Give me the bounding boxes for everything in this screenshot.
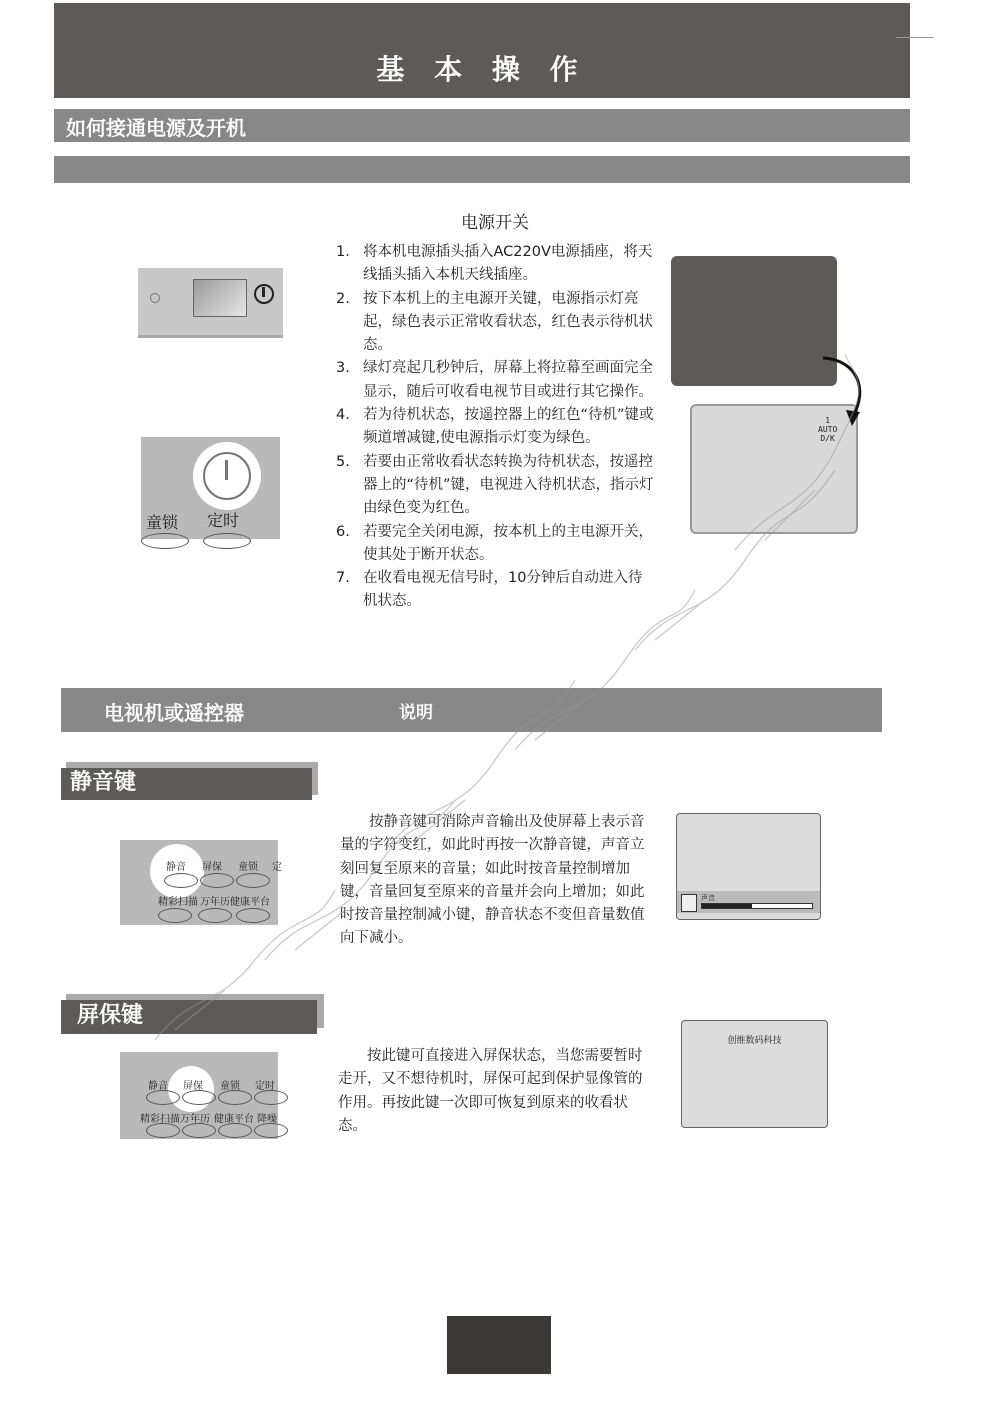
screensaver-description: 按此键可直接进入屏保状态，当您需要暂时走开，又不想待机时，屏保可起到保护显像管的作用。再按此键一次即可恢复到原来的收看状态。 — [338, 1048, 643, 1134]
volume-fill — [702, 904, 752, 908]
step-number: 7. — [336, 570, 350, 587]
list-item — [336, 404, 656, 451]
column-header-description: 说明 — [399, 703, 433, 723]
screensaver-key-title: 屏保键 — [61, 1000, 317, 1034]
remote-key-label: 健康平台 — [230, 897, 270, 908]
volume-track — [701, 903, 813, 909]
remote-key-oval — [218, 1123, 252, 1138]
step-number: 2. — [336, 290, 350, 307]
list-item — [336, 357, 656, 404]
remote-key-oval — [146, 1123, 180, 1138]
remote-standby-image — [141, 437, 280, 539]
osd-system: D/K — [820, 434, 835, 443]
step-number: 5. — [336, 453, 350, 470]
remote-key-label: 屏保 — [202, 862, 222, 873]
power-icon — [254, 284, 274, 304]
screensaver-brand-text: 创维数码科技 — [727, 1036, 782, 1046]
remote-key-label: 降噪 — [257, 1114, 277, 1125]
remote-mute-image — [120, 840, 282, 925]
mute-description: 按静音键可消除声音输出及使屏幕上表示音量的字符变红，如此时再按一次静音键，声音立刻回复至原来的音量；如此时按音量控制增加键，音量回复至原来的音量并会向上增加；如此时按音量控制减小键，静音状态不变但音量数值向下减小。 — [340, 814, 645, 947]
step-number: 1. — [336, 244, 350, 260]
remote-key-label: 定时 — [255, 1081, 275, 1092]
remote-key-label: 屏保 — [183, 1081, 203, 1092]
step-number: 3. — [336, 360, 350, 377]
remote-key-oval — [146, 1090, 180, 1105]
remote-key-label: 定时 — [207, 511, 240, 530]
step-text: 将本机电源插头插入AC220V电源插座，将天线插头插入本机天线插座。 — [363, 244, 653, 284]
power-steps-list — [336, 241, 656, 614]
tv-screen-screensaver-image — [681, 1020, 828, 1128]
column-header-device: 电视机或遥控器 — [104, 701, 244, 725]
remote-key-oval — [198, 908, 232, 923]
tv-screen-mute-image — [676, 813, 821, 920]
remote-key-oval — [182, 1123, 216, 1138]
remote-key-oval — [158, 908, 192, 923]
remote-key-oval — [236, 908, 270, 923]
step-text: 按下本机上的主电源开关键，电源指示灯亮起，绿色表示正常收看状态，红色表示待机状态。 — [363, 290, 653, 354]
remote-key-label: 静音 — [148, 1081, 168, 1092]
remote-key-oval — [200, 873, 234, 888]
section-divider-bar — [54, 156, 910, 183]
page-number-box — [447, 1316, 551, 1374]
list-item — [336, 567, 656, 614]
step-text: 绿灯亮起几秒钟后，屏幕上将拉幕至画面完全显示，随后可收看电视节目或进行其它操作。 — [363, 360, 653, 400]
sensor-window — [193, 279, 247, 317]
remote-key-label: 健康平台 — [214, 1114, 254, 1125]
volume-osd-bar — [677, 891, 820, 913]
mute-key-title: 静音键 — [61, 768, 312, 800]
remote-key-oval — [236, 873, 270, 888]
list-item — [336, 521, 656, 568]
standby-button-highlight — [193, 442, 261, 510]
remote-key-label: 万年历 — [200, 897, 230, 908]
remote-screensaver-image — [120, 1052, 278, 1139]
step-number: 6. — [336, 523, 350, 540]
remote-key-oval — [164, 873, 198, 888]
remote-key-oval — [254, 1090, 288, 1105]
corner-rule — [896, 37, 934, 38]
remote-key-label: 精彩扫描 — [140, 1114, 180, 1125]
step-text: 若要由正常收看状态转换为待机状态，按遥控器上的“待机”键，电视进入待机状态，指示灯由绿色变为红色。 — [363, 453, 654, 517]
remote-key-oval — [254, 1123, 288, 1138]
osd-channel: 1 — [825, 416, 831, 425]
osd-label: 声音 — [701, 894, 715, 902]
curved-arrow-icon — [818, 350, 878, 430]
remote-key-label: 定 — [272, 862, 282, 873]
remote-key-oval — [182, 1090, 216, 1105]
step-number: 4. — [336, 407, 350, 424]
power-icon — [203, 452, 251, 500]
remote-key-oval — [203, 533, 251, 549]
power-indicator-icon — [150, 293, 160, 303]
page-title: 基 本 操 作 — [376, 53, 588, 86]
remote-key-label: 童锁 — [146, 513, 179, 532]
list-item — [336, 288, 656, 358]
section-title-power: 如何接通电源及开机 — [66, 116, 246, 140]
power-switch-heading: 电源开关 — [461, 213, 529, 233]
remote-key-label: 童锁 — [238, 862, 258, 873]
remote-key-label: 万年历 — [180, 1114, 210, 1125]
step-text: 若为待机状态，按遥控器上的红色“待机”键或频道增减键,使电源指示灯变为绿色。 — [363, 407, 654, 447]
osd-mode: AUTO — [818, 425, 838, 434]
step-text: 在收看电视无信号时，10分钟后自动进入待机状态。 — [363, 570, 643, 610]
remote-key-oval — [141, 533, 189, 549]
step-text: 若要完全关闭电源，按本机上的主电源开关，使其处于断开状态。 — [363, 523, 653, 563]
remote-key-label: 童锁 — [220, 1081, 240, 1092]
list-item — [336, 241, 656, 288]
list-item — [336, 451, 656, 521]
speaker-icon — [681, 894, 697, 912]
remote-key-label: 静音 — [166, 862, 186, 873]
remote-key-label: 精彩扫描 — [158, 897, 198, 908]
remote-key-oval — [218, 1090, 252, 1105]
tv-front-panel-image — [138, 268, 283, 338]
tv-screen-off-image — [671, 256, 837, 386]
